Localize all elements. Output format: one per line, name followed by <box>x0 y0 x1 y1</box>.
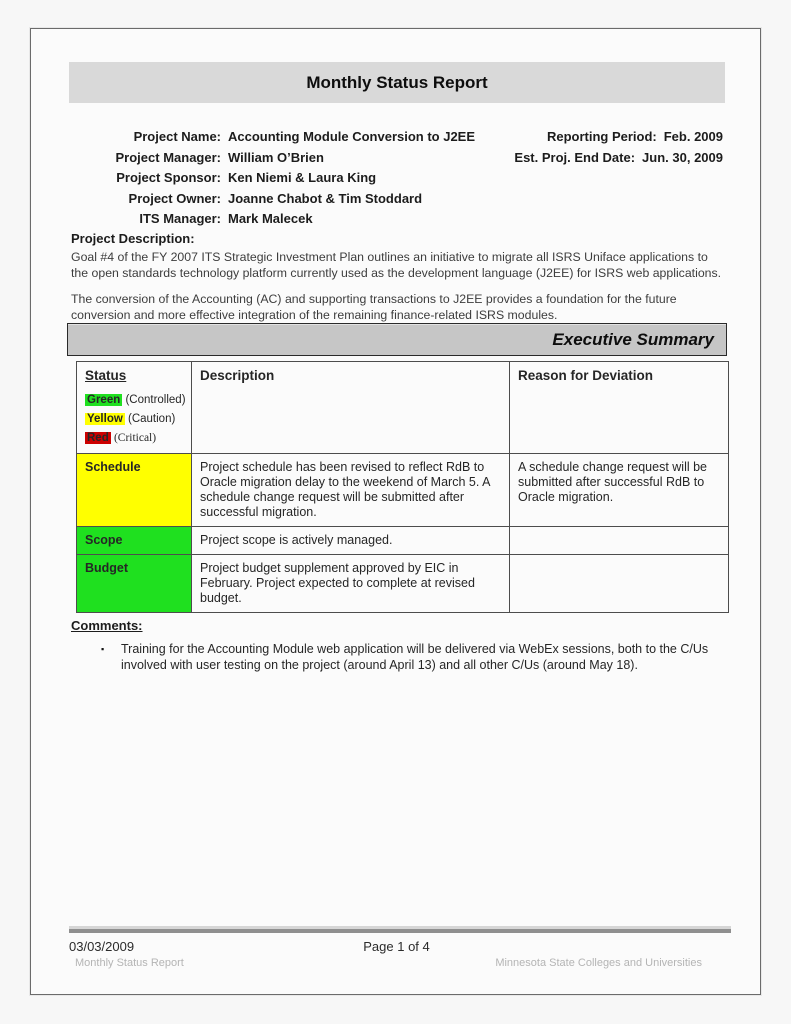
schedule-status-cell: Schedule <box>77 454 192 527</box>
comment-list-item <box>101 641 731 673</box>
reporting-period-label: Reporting Period: <box>546 129 657 144</box>
info-row-reporting-period <box>499 127 723 148</box>
legend-green <box>85 393 186 408</box>
project-description-paragraphs <box>71 250 725 334</box>
project-sponsor-label: Project Sponsor: <box>116 170 221 185</box>
description-header-cell <box>192 362 510 454</box>
its-manager-label: ITS Manager: <box>139 211 221 226</box>
table-row-scope <box>77 527 729 555</box>
table-row-schedule <box>77 454 729 527</box>
project-owner-label: Project Owner: <box>128 190 221 206</box>
scope-status-cell: Scope <box>77 527 192 555</box>
status-column-header: Status <box>85 368 127 383</box>
reporting-period-value: Feb. 2009 <box>663 129 723 144</box>
project-info-right <box>499 127 723 168</box>
legend-yellow-meaning: (Caution) <box>128 413 176 425</box>
end-date-value: Jun. 30, 2009 <box>642 149 723 165</box>
description-paragraph: The conversion of the Accounting (AC) and supporting transactions to J2EE provides a foundation for the future conversion and more effective integration of the remaining finance-related ISRS modules. <box>71 292 677 322</box>
info-row-project-manager <box>71 148 491 169</box>
status-header-cell <box>77 362 192 454</box>
table-header-row <box>77 362 729 454</box>
scope-description-cell: Project scope is actively managed. <box>192 527 510 555</box>
legend-green-meaning: (Controlled) <box>125 394 186 406</box>
legend-yellow-swatch: Yellow <box>87 413 123 425</box>
executive-summary-table <box>76 361 729 613</box>
project-sponsor-value: Ken Niemi & Laura King <box>228 170 377 185</box>
scope-reason-cell <box>510 527 729 555</box>
project-manager-label: Project Manager: <box>115 149 221 165</box>
end-date-label: Est. Proj. End Date: <box>514 149 636 165</box>
info-row-project-owner <box>71 189 491 210</box>
footer-doc-title: Monthly Status Report <box>75 957 184 969</box>
footer-date: 03/03/2009 <box>69 939 135 954</box>
footer-organization: Minnesota State Colleges and Universities <box>495 957 702 969</box>
bullet-icon: ▪ <box>101 644 105 654</box>
project-name-value: Accounting Module Conversion to J2EE <box>228 129 476 144</box>
schedule-reason-cell: A schedule change request will be submitted after successful RdB to Oracle migration. <box>510 454 729 527</box>
info-row-project-name <box>71 127 491 148</box>
reason-column-header: Reason for Deviation <box>518 368 654 383</box>
legend-green-swatch: Green <box>87 394 121 406</box>
info-row-its-manager <box>71 209 491 230</box>
reason-header-cell <box>510 362 729 454</box>
comments-heading: Comments: <box>71 618 143 633</box>
comment-text: Training for the Accounting Module web application will be delivered via WebEx sessions, both to the C/Us involved with user testing on the project (around April 13) and all other C/Us (around May 18). <box>121 642 709 672</box>
project-description-heading: Project Description: <box>71 231 195 246</box>
its-manager-value: Mark Malecek <box>228 211 313 226</box>
schedule-description-cell: Project schedule has been revised to reflect RdB to Oracle migration delay to the weekend of March 5. A schedule change request will be submitted after successful migration. <box>192 454 510 527</box>
project-manager-value: William O’Brien <box>228 149 324 165</box>
description-paragraph: Goal #4 of the FY 2007 ITS Strategic Investment Plan outlines an initiative to migrate all ISRS Uniface applications to the open standards technology platform currently used as the development language (J2EE) for ISRS web applications. <box>71 250 722 280</box>
legend-red <box>85 431 183 446</box>
budget-reason-cell <box>510 555 729 613</box>
footer-page-number: Page 1 of 4 <box>363 939 430 954</box>
table-row-budget <box>77 555 729 613</box>
budget-status-cell: Budget <box>77 555 192 613</box>
legend-red-meaning: (Critical) <box>113 432 157 444</box>
page-title: Monthly Status Report <box>69 62 725 103</box>
description-column-header: Description <box>200 368 275 383</box>
executive-summary-header: Executive Summary <box>67 323 727 356</box>
budget-description-cell: Project budget supplement approved by EIC in February. Project expected to complete at revised budget. <box>192 555 510 613</box>
info-row-project-sponsor <box>71 168 491 189</box>
project-owner-value: Joanne Chabot & Tim Stoddard <box>228 190 423 206</box>
project-name-label: Project Name: <box>133 129 221 144</box>
legend-red-swatch: Red <box>87 432 109 444</box>
project-info-left <box>71 127 491 230</box>
report-page <box>30 28 761 995</box>
footer-divider <box>69 926 731 933</box>
info-row-end-date <box>499 148 723 169</box>
comments-list <box>101 641 731 673</box>
legend-yellow <box>85 412 183 427</box>
